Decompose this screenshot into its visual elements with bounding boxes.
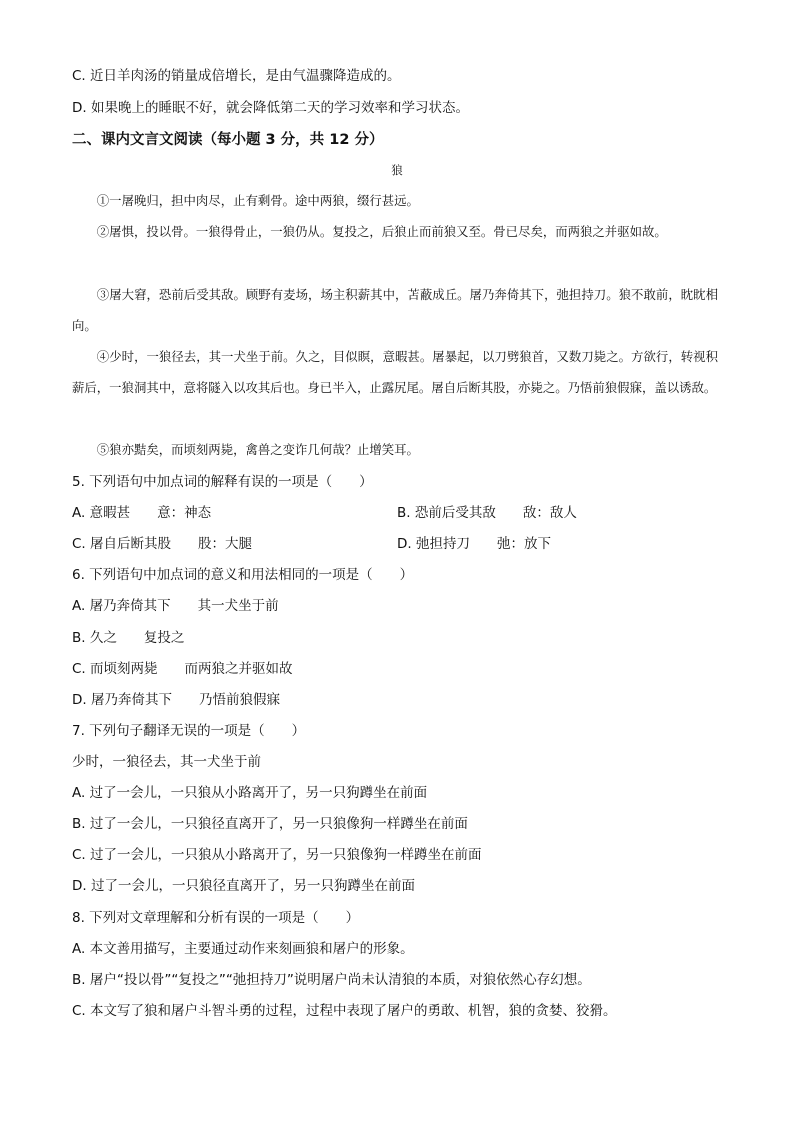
q5-option-d: D. 弛担持刀 弛：放下	[397, 536, 551, 552]
q6-option-d: D. 屠乃奔倚其下 乃悟前狼假寐	[72, 692, 280, 708]
option-c-previous: C. 近日羊肉汤的销量成倍增长，是由气温骤降造成的。	[72, 68, 401, 84]
passage-paragraph-4: ④少时，一狼径去，其一犬坐于前。久之，目似瞑，意暇甚。屠暴起，以刀劈狼首，又数刀毙之。方欲行，转视积薪后，一狼洞其中，意将隧入以攻其后也。身已半入，止露尻尾。屠自后断其股，亦毙之。乃悟前狼假寐，盖以诱敌。	[72, 349, 718, 395]
q6-option-a: A. 屠乃奔倚其下 其一犬坐于前	[72, 598, 279, 614]
q5-option-c: C. 屠自后断其股 股：大腿	[72, 536, 253, 552]
q5-stem: 5. 下列语句中加点词的解释有误的一项是（ ）	[72, 474, 373, 490]
passage-paragraph-1: ①一屠晚归，担中肉尽，止有剩骨。途中两狼，缀行甚远。	[96, 193, 419, 208]
q7-stem: 7. 下列句子翻译无误的一项是（ ）	[72, 723, 306, 739]
q8-option-a: A. 本文善用描写，主要通过动作来刻画狼和屠户的形象。	[72, 941, 414, 957]
passage-paragraph-5: ⑤狼亦黠矣，而顷刻两毙，禽兽之变诈几何哉？止增笑耳。	[96, 442, 419, 457]
q6-stem: 6. 下列语句中加点词的意义和用法相同的一项是（ ）	[72, 567, 414, 583]
section-heading: 二、课内文言文阅读（每小题 3 分，共 12 分）	[72, 132, 384, 148]
q6-option-c: C. 而顷刻两毙 而两狼之并驱如故	[72, 661, 293, 677]
q7-sentence: 少时，一狼径去，其一犬坐于前	[72, 754, 261, 770]
passage-paragraph-3: ③屠大窘，恐前后受其敌。顾野有麦场，场主积薪其中，苫蔽成丘。屠乃奔倚其下，弛担持刀。狼不敢前，眈眈相向。	[72, 287, 718, 333]
q7-option-d: D. 过了一会儿，一只狼径直离开了，另一只狗蹲坐在前面	[72, 878, 415, 894]
q8-option-c: C. 本文写了狼和屠户斗智斗勇的过程，过程中表现了屠户的勇敢、机智，狼的贪婪、狡猾。	[72, 1003, 617, 1019]
q5-option-b: B. 恐前后受其敌 敌：敌人	[397, 505, 577, 521]
q8-stem: 8. 下列对文章理解和分析有误的一项是（ ）	[72, 910, 360, 926]
q6-option-b: B. 久之 复投之	[72, 630, 185, 646]
passage-title: 狼	[391, 163, 403, 177]
passage-paragraph-2: ②屠惧，投以骨。一狼得骨止，一狼仍从。复投之，后狼止而前狼又至。骨已尽矣，而两狼之并驱如故。	[96, 224, 667, 239]
q5-option-a: A. 意暇甚 意：神态	[72, 505, 212, 521]
option-d-previous: D. 如果晚上的睡眠不好，就会降低第二天的学习效率和学习状态。	[72, 100, 469, 116]
q7-option-b: B. 过了一会儿，一只狼径直离开了，另一只狼像狗一样蹲坐在前面	[72, 816, 468, 832]
q8-option-b: B. 屠户“投以骨”“复投之”“弛担持刀”说明屠户尚未认清狼的本质，对狼依然心存幻想。	[72, 972, 591, 988]
q7-option-a: A. 过了一会儿，一只狼从小路离开了，另一只狗蹲坐在前面	[72, 785, 428, 801]
q7-option-c: C. 过了一会儿，一只狼从小路离开了，另一只狼像狗一样蹲坐在前面	[72, 847, 482, 863]
